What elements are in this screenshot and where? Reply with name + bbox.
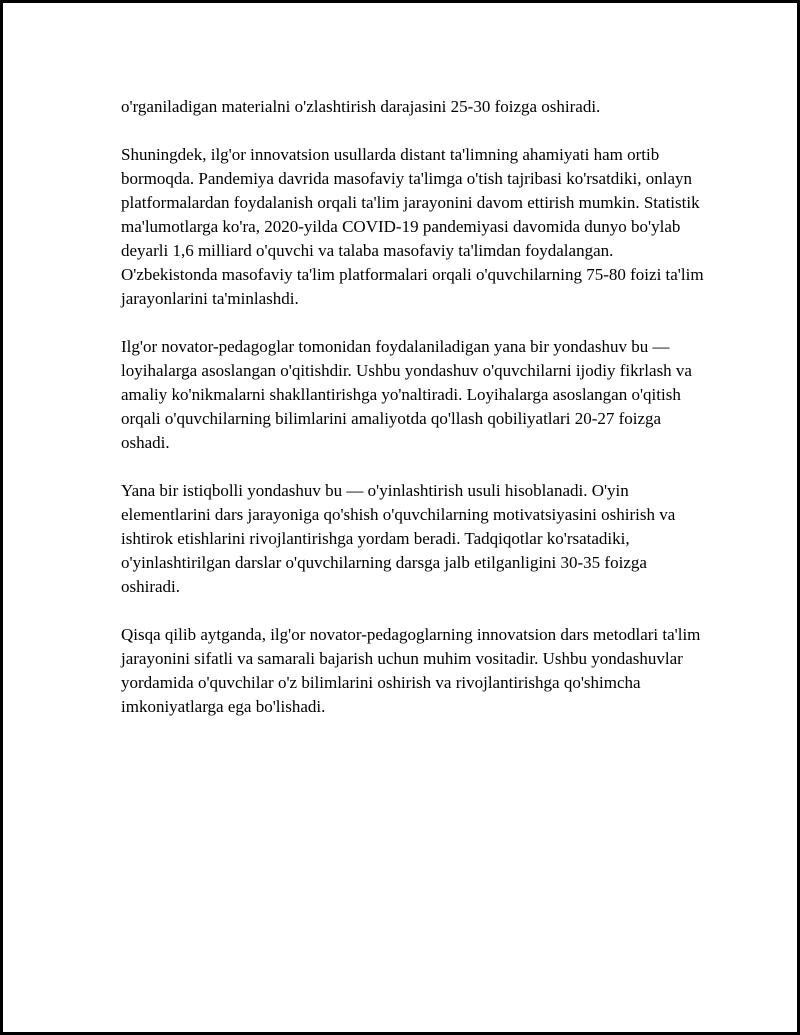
paragraph-1: o'rganiladigan materialni o'zlashtirish darajasini 25-30 foizga oshiradi. <box>121 97 601 116</box>
paragraph-3: Ilg'or novator-pedagoglar tomonidan foydalaniladigan yana bir yondashuv bu — loyihalarga asoslangan o'qitishdir. Ushbu yondashuv o'quvchilarni ijodiy fikrlash va amaliy ko'nikmalarni shakllantirishga yo'naltiradi. Loyihalarga asoslangan o'qitish orqali o'quvchilarning bilimlarini amaliyotda qo'llash qobiliyatlari 20-27 foizga oshadi. <box>121 337 692 452</box>
document-body <box>121 95 706 743</box>
paragraph-2: Shuningdek, ilg'or innovatsion usullarda distant ta'limning ahamiyati ham ortib bormoqda. Pandemiya davrida masofaviy ta'limga o'tish tajribasi ko'rsatdiki, onlayn platformalardan foydalanish orqali ta'lim jarayonini davom ettirish mumkin. Statistik ma'lumotlarga ko'ra, 2020-yilda COVID-19 pandemiyasi davomida dunyo bo'ylab deyarli 1,6 milliard o'quvchi va talaba masofaviy ta'limdan foydalangan. O'zbekistonda masofaviy ta'lim platformalari orqali o'quvchilarning 75-80 foizi ta'lim jarayonlarini ta'minlashdi. <box>121 145 704 308</box>
paragraph-4: Yana bir istiqbolli yondashuv bu — o'yinlashtirish usuli hisoblanadi. O'yin elementlarini dars jarayoniga qo'shish o'quvchilarning motivatsiyasini oshirish va ishtirok etishlarini rivojlantirishga yordam beradi. Tadqiqotlar ko'rsatadiki, o'yinlashtirilgan darslar o'quvchilarning darsga jalb etilganligini 30-35 foizga oshiradi. <box>121 481 676 596</box>
paragraph-5: Qisqa qilib aytganda, ilg'or novator-pedagoglarning innovatsion dars metodlari ta'lim jarayonini sifatli va samarali bajarish uchun muhim vositadir. Ushbu yondashuvlar yordamida o'quvchilar o'z bilimlarini oshirish va rivojlantirishga qo'shimcha imkoniyatlarga ega bo'lishadi. <box>121 625 701 716</box>
